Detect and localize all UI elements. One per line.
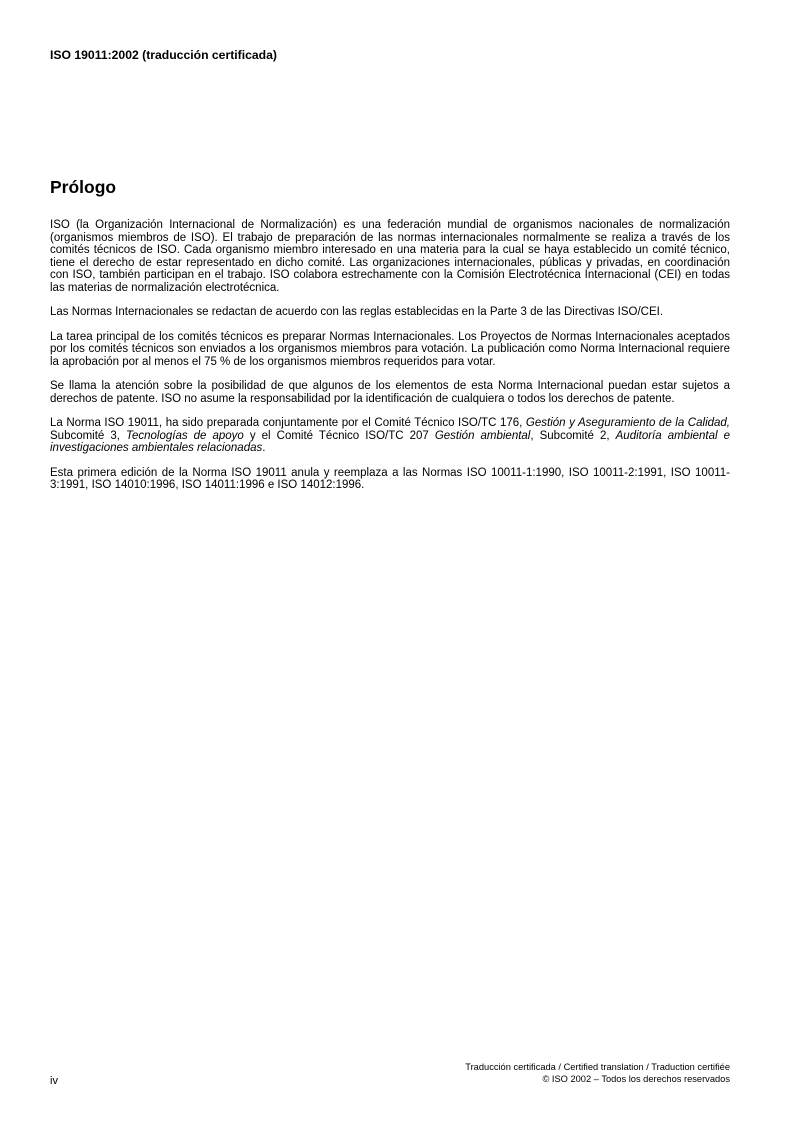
preparation-italic-quality-management: Gestión y Aseguramiento de la Calidad,	[525, 417, 731, 429]
paragraph-iso-organization: ISO (la Organización Internacional de Normalización) es una federación mundial de organismos nacionales de normalización (organismos miembros de ISO). El trabajo de preparación de las normas internacionales normalmente se realiza a través de los comités técnicos de ISO. Cada organismo miembro interesado en una materia para la cual se haya establecido un comité técnico, tiene el derecho de estar representado en dicho comité. Las organizaciones internacionales, públicas y privadas, en coordinación con ISO, también participan en el trabajo. ISO colabora estrechamente con la Comisión Electrotécnica Internacional (CEI) en todas las materias de normalización electrotécnica.	[50, 219, 730, 294]
paragraph-preparation	[50, 417, 730, 455]
page-number: iv	[50, 1075, 58, 1087]
footer-copyright-line: © ISO 2002 – Todos los derechos reservados	[542, 1073, 730, 1084]
footer-translation-line: Traducción certificada / Certified translation / Traduction certifiée	[465, 1062, 730, 1072]
preparation-text-4: , Subcomité 2,	[530, 429, 616, 442]
preparation-text-5: .	[262, 442, 266, 454]
paragraph-technical-committees: La tarea principal de los comités técnicos es preparar Normas Internacionales. Los Proyectos de Normas Internacionales aceptados por los comités técnicos son enviados a los organismos miembros para votación. La publicación como Norma Internacional requiere la aprobación por al menos el 75 % de los organismos miembros requeridos para votar.	[50, 330, 730, 368]
preparation-italic-support-technologies: Tecnologías de apoyo	[126, 429, 244, 442]
paragraph-patent-rights: Se llama la atención sobre la posibilidad de que algunos de los elementos de esta Norma Internacional puedan estar sujetos a derechos de patente. ISO no asume la responsabilidad por la identificación de cualquiera o todos los derechos de patente.	[50, 380, 730, 405]
paragraph-drafting-rules: Las Normas Internacionales se redactan de acuerdo con las reglas establecidas en la Parte 3 de las Directivas ISO/CEI.	[50, 306, 664, 318]
section-heading-prologo: Prólogo	[50, 177, 117, 197]
foreword-body	[50, 219, 730, 504]
preparation-text-3: y el Comité Técnico ISO/TC 207	[243, 429, 435, 442]
document-header-title: ISO 19011:2002 (traducción certificada)	[50, 48, 277, 62]
preparation-text-2: Subcomité 3,	[50, 429, 127, 442]
preparation-italic-environmental-management: Gestión ambiental	[434, 429, 531, 442]
preparation-text-1: La Norma ISO 19011, ha sido preparada conjuntamente por el Comité Técnico ISO/TC 176,	[50, 417, 526, 429]
footer-copyright-block	[465, 1062, 730, 1085]
paragraph-edition-replacement: Esta primera edición de la Norma ISO 19011 anula y reemplaza a las Normas ISO 10011-1:1990, ISO 10011-2:1991, ISO 10011-3:1991, ISO 14010:1996, ISO 14011:1996 e ISO 14012:1996.	[50, 466, 730, 491]
preparation-italic-environmental-auditing: Auditoría ambiental e investigaciones ambientales relacionadas	[50, 429, 730, 454]
